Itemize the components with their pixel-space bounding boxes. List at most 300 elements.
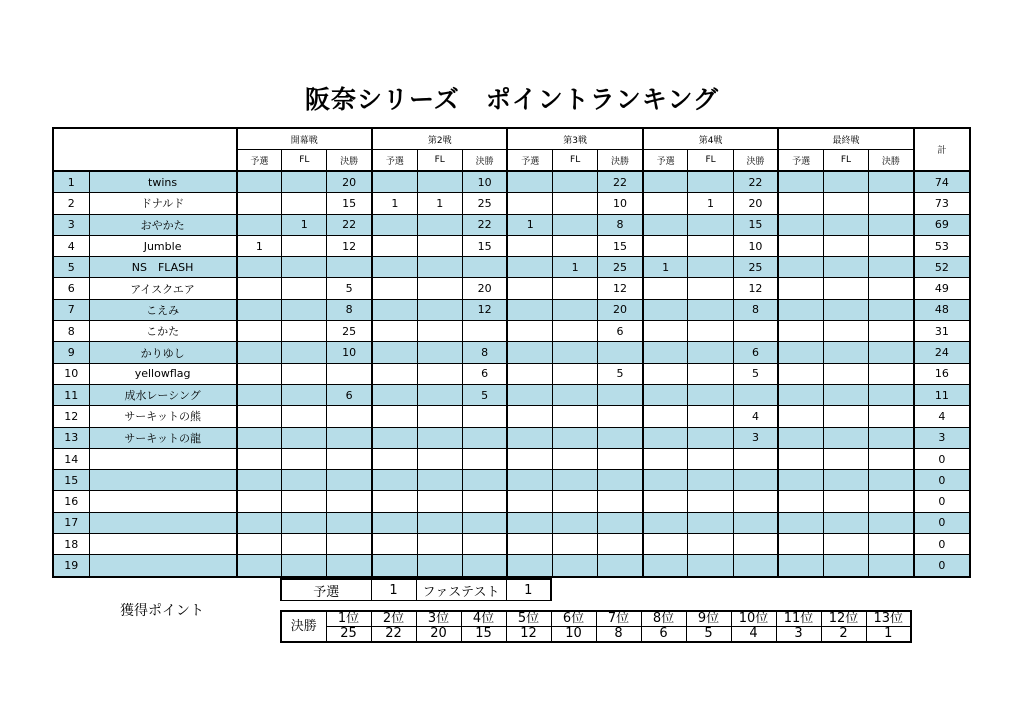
- score-cell: 6: [598, 321, 643, 342]
- score-cell: 6: [733, 342, 778, 363]
- score-cell: [553, 235, 598, 256]
- score-cell: [417, 257, 462, 278]
- score-cell: 25: [327, 321, 372, 342]
- score-cell: [417, 235, 462, 256]
- score-cell: [237, 214, 282, 235]
- team-name-cell: [89, 491, 236, 512]
- score-cell: [823, 278, 868, 299]
- score-cell: [778, 363, 823, 384]
- rank-cell: 11: [53, 384, 89, 405]
- total-cell: 0: [914, 534, 970, 555]
- score-cell: [688, 257, 733, 278]
- score-cell: [237, 534, 282, 555]
- team-name-cell: 成水レーシング: [89, 384, 236, 405]
- score-cell: [823, 171, 868, 193]
- score-cell: [823, 384, 868, 405]
- score-cell: [688, 406, 733, 427]
- score-cell: [778, 257, 823, 278]
- score-cell: [282, 257, 327, 278]
- final-label: 決勝: [281, 611, 326, 642]
- score-cell: [869, 555, 914, 577]
- score-cell: 8: [733, 299, 778, 320]
- score-cell: 22: [598, 171, 643, 193]
- score-cell: [372, 534, 417, 555]
- score-cell: [327, 363, 372, 384]
- score-cell: 5: [733, 363, 778, 384]
- rank-cell: 16: [53, 491, 89, 512]
- score-cell: [507, 171, 552, 193]
- score-cell: [372, 427, 417, 448]
- score-cell: [237, 257, 282, 278]
- score-cell: [823, 257, 868, 278]
- team-name-cell: サーキットの龍: [89, 427, 236, 448]
- score-cell: 10: [462, 171, 507, 193]
- score-cell: [733, 512, 778, 533]
- team-name-cell: [89, 448, 236, 469]
- score-cell: [462, 555, 507, 577]
- score-cell: [327, 534, 372, 555]
- score-cell: [869, 491, 914, 512]
- total-cell: 4: [914, 406, 970, 427]
- score-cell: [282, 193, 327, 214]
- total-cell: 16: [914, 363, 970, 384]
- score-cell: [282, 321, 327, 342]
- table-row: [53, 214, 970, 235]
- score-cell: [282, 363, 327, 384]
- score-cell: [282, 171, 327, 193]
- score-cell: 8: [462, 342, 507, 363]
- table-row: [53, 342, 970, 363]
- score-cell: [237, 278, 282, 299]
- score-cell: [869, 406, 914, 427]
- score-cell: [282, 342, 327, 363]
- score-cell: [688, 235, 733, 256]
- score-cell: 15: [598, 235, 643, 256]
- score-cell: [507, 406, 552, 427]
- score-cell: [417, 171, 462, 193]
- score-cell: [462, 448, 507, 469]
- score-cell: [237, 555, 282, 577]
- place-label: 7位: [596, 611, 641, 627]
- score-cell: [869, 470, 914, 491]
- score-cell: [869, 512, 914, 533]
- score-cell: [823, 214, 868, 235]
- score-cell: [417, 321, 462, 342]
- score-cell: [282, 427, 327, 448]
- score-cell: [643, 406, 688, 427]
- score-cell: [733, 384, 778, 405]
- rank-cell: 9: [53, 342, 89, 363]
- score-cell: 1: [372, 193, 417, 214]
- score-cell: [372, 299, 417, 320]
- score-cell: [417, 278, 462, 299]
- score-cell: [417, 342, 462, 363]
- score-cell: [372, 491, 417, 512]
- score-cell: [688, 171, 733, 193]
- score-cell: [869, 448, 914, 469]
- table-row: [53, 171, 970, 193]
- sub-header: FL: [282, 150, 327, 172]
- table-row: [53, 555, 970, 577]
- score-cell: [598, 512, 643, 533]
- score-cell: [598, 406, 643, 427]
- score-cell: [643, 470, 688, 491]
- points-label: 獲得ポイント: [120, 603, 204, 619]
- score-cell: [237, 491, 282, 512]
- score-cell: 6: [327, 384, 372, 405]
- rank-cell: 4: [53, 235, 89, 256]
- team-name-cell: サーキットの熊: [89, 406, 236, 427]
- score-cell: 1: [688, 193, 733, 214]
- score-cell: [507, 321, 552, 342]
- score-cell: [553, 278, 598, 299]
- score-cell: [327, 491, 372, 512]
- score-cell: [553, 427, 598, 448]
- score-cell: [643, 491, 688, 512]
- score-cell: [372, 257, 417, 278]
- score-cell: [688, 321, 733, 342]
- score-cell: 5: [462, 384, 507, 405]
- score-cell: [417, 512, 462, 533]
- score-cell: [869, 235, 914, 256]
- score-cell: [823, 555, 868, 577]
- score-cell: [823, 406, 868, 427]
- score-cell: [462, 257, 507, 278]
- score-cell: [778, 470, 823, 491]
- score-cell: [462, 470, 507, 491]
- score-cell: [643, 534, 688, 555]
- rank-cell: 6: [53, 278, 89, 299]
- score-cell: [507, 555, 552, 577]
- score-cell: [778, 406, 823, 427]
- score-cell: 22: [327, 214, 372, 235]
- sub-header: 予選: [507, 150, 552, 172]
- score-cell: [507, 342, 552, 363]
- score-cell: 5: [327, 278, 372, 299]
- team-name-cell: [89, 555, 236, 577]
- score-cell: [778, 384, 823, 405]
- page-title: 阪奈シリーズ ポイントランキング: [304, 85, 719, 114]
- team-name-cell: おやかた: [89, 214, 236, 235]
- score-cell: [688, 534, 733, 555]
- score-cell: 1: [282, 214, 327, 235]
- score-cell: [237, 448, 282, 469]
- score-cell: [462, 512, 507, 533]
- score-cell: [869, 427, 914, 448]
- score-cell: [823, 342, 868, 363]
- score-cell: [327, 406, 372, 427]
- place-label: 8位: [641, 611, 686, 627]
- score-cell: [643, 171, 688, 193]
- score-cell: [778, 321, 823, 342]
- sub-header: 決勝: [733, 150, 778, 172]
- sub-header: FL: [417, 150, 462, 172]
- score-cell: [462, 427, 507, 448]
- team-name-cell: こかた: [89, 321, 236, 342]
- score-cell: [823, 363, 868, 384]
- score-cell: [869, 214, 914, 235]
- team-name-cell: Jumble: [89, 235, 236, 256]
- table-row: [53, 448, 970, 469]
- score-cell: 15: [462, 235, 507, 256]
- score-cell: [237, 512, 282, 533]
- score-cell: [372, 406, 417, 427]
- fastest-label: ファステスト: [416, 579, 506, 601]
- table-row: [53, 512, 970, 533]
- score-cell: 1: [553, 257, 598, 278]
- score-cell: 1: [643, 257, 688, 278]
- score-cell: [869, 321, 914, 342]
- race-header: 最終戦: [778, 128, 913, 150]
- qualifying-points-table: [280, 578, 552, 601]
- score-cell: [553, 491, 598, 512]
- rank-cell: 18: [53, 534, 89, 555]
- score-cell: [372, 555, 417, 577]
- sub-header: FL: [823, 150, 868, 172]
- score-cell: [507, 278, 552, 299]
- score-cell: [237, 342, 282, 363]
- score-cell: [553, 321, 598, 342]
- team-name-cell: [89, 534, 236, 555]
- score-cell: [733, 555, 778, 577]
- score-cell: [823, 470, 868, 491]
- score-cell: [688, 299, 733, 320]
- sub-header: 予選: [237, 150, 282, 172]
- score-cell: [823, 427, 868, 448]
- table-row: [53, 235, 970, 256]
- score-cell: [553, 555, 598, 577]
- total-cell: 48: [914, 299, 970, 320]
- score-cell: [507, 491, 552, 512]
- rank-cell: 7: [53, 299, 89, 320]
- score-cell: [598, 448, 643, 469]
- score-cell: [372, 278, 417, 299]
- score-cell: [553, 512, 598, 533]
- place-points: 3: [776, 627, 821, 643]
- table-row: [53, 257, 970, 278]
- score-cell: [643, 321, 688, 342]
- score-cell: [643, 448, 688, 469]
- score-cell: [417, 491, 462, 512]
- score-cell: [372, 470, 417, 491]
- score-cell: [507, 534, 552, 555]
- ranking-table: [52, 127, 971, 578]
- score-cell: [327, 555, 372, 577]
- score-cell: [237, 470, 282, 491]
- score-cell: [282, 448, 327, 469]
- score-cell: [553, 214, 598, 235]
- place-label: 9位: [686, 611, 731, 627]
- score-cell: [417, 470, 462, 491]
- score-cell: [643, 363, 688, 384]
- sub-header: 予選: [643, 150, 688, 172]
- score-cell: [417, 448, 462, 469]
- score-cell: [778, 427, 823, 448]
- score-cell: 20: [462, 278, 507, 299]
- score-cell: [869, 193, 914, 214]
- total-cell: 74: [914, 171, 970, 193]
- place-points: 25: [326, 627, 371, 643]
- total-header: 計: [914, 128, 970, 171]
- place-label: 10位: [731, 611, 776, 627]
- score-cell: [372, 214, 417, 235]
- table-row: [53, 278, 970, 299]
- score-cell: [553, 534, 598, 555]
- score-cell: 12: [733, 278, 778, 299]
- table-row: [53, 363, 970, 384]
- score-cell: [507, 363, 552, 384]
- score-cell: [598, 470, 643, 491]
- score-cell: [778, 299, 823, 320]
- table-row: [53, 427, 970, 448]
- score-cell: [417, 555, 462, 577]
- score-cell: [869, 363, 914, 384]
- sub-header: FL: [688, 150, 733, 172]
- score-cell: 6: [462, 363, 507, 384]
- score-cell: [282, 299, 327, 320]
- score-cell: [733, 491, 778, 512]
- rank-cell: 17: [53, 512, 89, 533]
- rank-cell: 13: [53, 427, 89, 448]
- rank-cell: 8: [53, 321, 89, 342]
- table-row: [53, 491, 970, 512]
- score-cell: 10: [327, 342, 372, 363]
- rank-cell: 3: [53, 214, 89, 235]
- rank-cell: 10: [53, 363, 89, 384]
- score-cell: [778, 235, 823, 256]
- score-cell: [372, 384, 417, 405]
- total-cell: 24: [914, 342, 970, 363]
- score-cell: [688, 214, 733, 235]
- score-cell: [869, 342, 914, 363]
- race-header: 第3戦: [507, 128, 642, 150]
- score-cell: 25: [598, 257, 643, 278]
- score-cell: 15: [733, 214, 778, 235]
- score-cell: [733, 448, 778, 469]
- score-cell: [553, 406, 598, 427]
- score-cell: [553, 448, 598, 469]
- score-cell: [282, 512, 327, 533]
- score-cell: [553, 363, 598, 384]
- total-cell: 0: [914, 470, 970, 491]
- sub-header: 決勝: [869, 150, 914, 172]
- score-cell: [778, 555, 823, 577]
- score-cell: [237, 363, 282, 384]
- score-cell: [598, 384, 643, 405]
- race-header: 第2戦: [372, 128, 507, 150]
- total-cell: 52: [914, 257, 970, 278]
- score-cell: [553, 171, 598, 193]
- score-cell: [869, 384, 914, 405]
- score-cell: [237, 406, 282, 427]
- score-cell: [372, 171, 417, 193]
- score-cell: [643, 384, 688, 405]
- score-cell: 12: [327, 235, 372, 256]
- team-name-cell: ドナルド: [89, 193, 236, 214]
- score-cell: [688, 278, 733, 299]
- race-header: 第4戦: [643, 128, 778, 150]
- rank-cell: 12: [53, 406, 89, 427]
- score-cell: [417, 299, 462, 320]
- score-cell: [733, 534, 778, 555]
- score-cell: 20: [598, 299, 643, 320]
- team-name-cell: NS FLASH: [89, 257, 236, 278]
- score-cell: [372, 363, 417, 384]
- score-cell: [282, 235, 327, 256]
- score-cell: [327, 427, 372, 448]
- score-cell: [778, 214, 823, 235]
- score-cell: [778, 342, 823, 363]
- qualifying-label: 予選: [281, 579, 371, 601]
- score-cell: [507, 470, 552, 491]
- score-cell: [823, 491, 868, 512]
- score-cell: [327, 257, 372, 278]
- score-cell: [778, 534, 823, 555]
- score-cell: 25: [462, 193, 507, 214]
- score-cell: [643, 278, 688, 299]
- total-cell: 69: [914, 214, 970, 235]
- score-cell: [643, 512, 688, 533]
- score-cell: 8: [327, 299, 372, 320]
- table-row: [53, 470, 970, 491]
- score-cell: [282, 491, 327, 512]
- place-points: 6: [641, 627, 686, 643]
- race-header: 開幕戦: [237, 128, 372, 150]
- score-cell: [417, 214, 462, 235]
- score-cell: [327, 512, 372, 533]
- place-label: 5位: [506, 611, 551, 627]
- place-points: 1: [866, 627, 911, 643]
- score-cell: [282, 534, 327, 555]
- score-cell: [643, 342, 688, 363]
- score-cell: [823, 534, 868, 555]
- place-points: 10: [551, 627, 596, 643]
- score-cell: [417, 534, 462, 555]
- score-cell: [823, 448, 868, 469]
- score-cell: [507, 427, 552, 448]
- score-cell: [869, 534, 914, 555]
- place-points: 5: [686, 627, 731, 643]
- team-name-cell: かりゆし: [89, 342, 236, 363]
- place-label: 6位: [551, 611, 596, 627]
- score-cell: [688, 491, 733, 512]
- score-cell: 12: [462, 299, 507, 320]
- score-cell: [643, 214, 688, 235]
- team-name-cell: twins: [89, 171, 236, 193]
- final-points-table: [280, 610, 912, 643]
- total-cell: 0: [914, 491, 970, 512]
- score-cell: [462, 321, 507, 342]
- team-name-cell: アイスクエア: [89, 278, 236, 299]
- place-points: 4: [731, 627, 776, 643]
- total-cell: 0: [914, 555, 970, 577]
- score-cell: 5: [598, 363, 643, 384]
- score-cell: [598, 342, 643, 363]
- score-cell: [372, 342, 417, 363]
- score-cell: [462, 534, 507, 555]
- score-cell: [372, 512, 417, 533]
- score-cell: [282, 470, 327, 491]
- score-cell: [643, 299, 688, 320]
- score-cell: [372, 321, 417, 342]
- score-cell: [643, 235, 688, 256]
- score-cell: 12: [598, 278, 643, 299]
- score-cell: [823, 321, 868, 342]
- place-points: 20: [416, 627, 461, 643]
- score-cell: [688, 427, 733, 448]
- score-cell: [417, 406, 462, 427]
- score-cell: 10: [598, 193, 643, 214]
